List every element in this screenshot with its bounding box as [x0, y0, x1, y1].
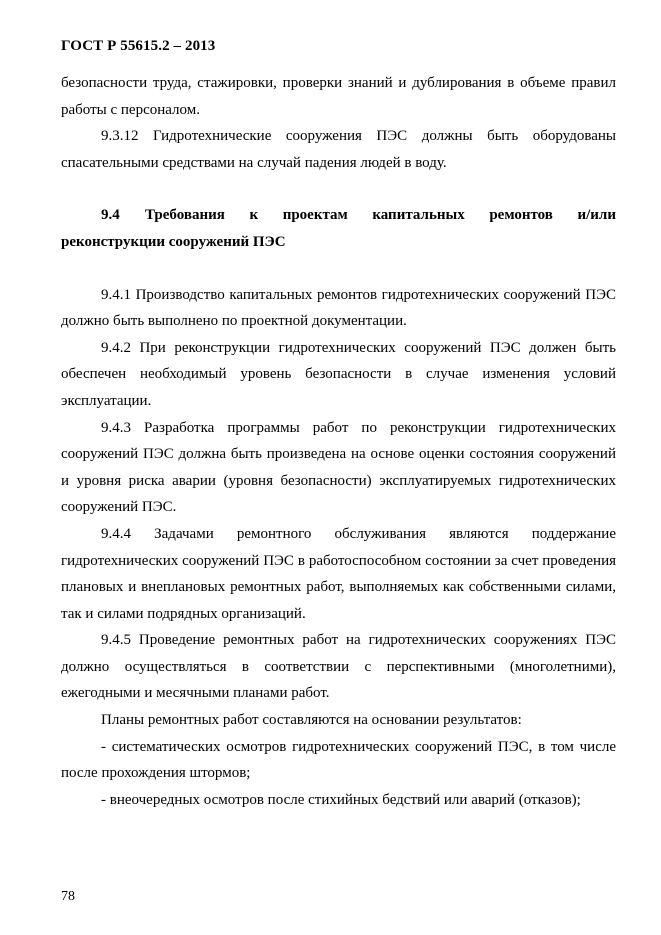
section-heading-9-4 [61, 202, 616, 255]
paragraph-9-3-12: 9.3.12 Гидротехнические сооружения ПЭС должны быть оборудованы спасательными средствами на случай падения людей в воду. [61, 128, 616, 171]
paragraph-9-4-1: 9.4.1 Производство капитальных ремонтов гидротехнических сооружений ПЭС должно быть выполнено по проектной документации. [61, 286, 616, 330]
page-number: 78 [61, 889, 75, 904]
section-number: 9.4 [101, 207, 120, 224]
document-header: ГОСТ Р 55615.2 – 2013 [61, 38, 216, 54]
paragraph-continuation: безопасности труда, стажировки, проверки знаний и дублирования в объеме правил работы с персоналом. [61, 75, 616, 118]
paragraph-9-4-4: 9.4.4 Задачами ремонтного обслуживания являются поддержание гидротехнических сооружений ПЭС в работоспособном состоянии за счет проведения плановых и внеплановых ремонтных работ, выполняемых как собственными силами, так и силами подрядных организаций. [61, 525, 616, 622]
paragraph-9-4-5: 9.4.5 Проведение ремонтных работ на гидротехнических сооружениях ПЭС должно осуществляться в соответствии с перспективными (многолетними), ежегодными и месячными планами работ. [61, 632, 616, 702]
paragraph-9-4-3: 9.4.3 Разработка программы работ по реконструкции гидротехнических сооружений ПЭС должна быть произведена на основе оценки состояния сооружений и уровня риска аварии (уровня безопасности) эксплуатируемых гидротехнических сооружений ПЭС. [61, 419, 616, 516]
spacer [61, 256, 616, 282]
paragraph-9-4-2: 9.4.2 При реконструкции гидротехнических сооружений ПЭС должен быть обеспечен необходимый уровень безопасности в случае изменения условий эксплуатации. [61, 339, 616, 409]
list-item: - внеочередных осмотров после стихийных бедствий или аварий (отказов); [101, 791, 581, 808]
list-item: - систематических осмотров гидротехнических сооружений ПЭС, в том числе после прохождения штормов; [61, 738, 616, 782]
spacer [61, 176, 616, 202]
paragraph-plans: Планы ремонтных работ составляются на основании результатов: [101, 712, 522, 729]
section-title: Требования к проектам капитальных ремонтов и/или реконструкции сооружений ПЭС [61, 207, 616, 250]
page-body [61, 70, 616, 813]
